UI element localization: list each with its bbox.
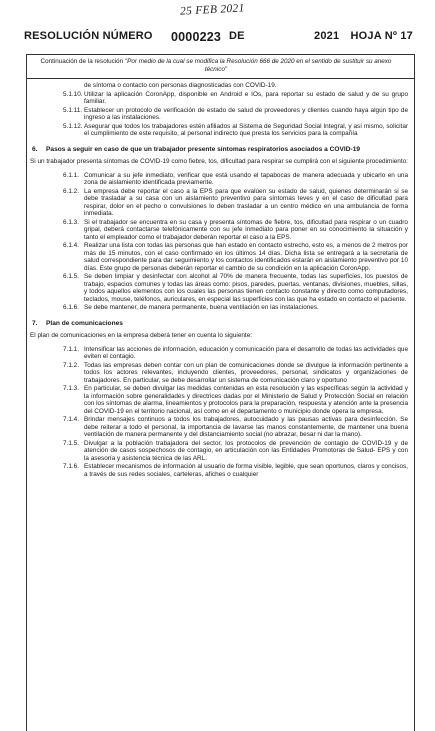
list-item (46, 273, 408, 303)
resolution-number: 0000223 (171, 30, 222, 44)
list-item (46, 304, 408, 312)
document-body (30, 82, 408, 479)
section-number: 6. (32, 145, 38, 153)
item-number: 7.1.5. (63, 439, 79, 447)
item-number: 6.1.1. (63, 171, 79, 179)
item-number: 7.1.2. (63, 361, 79, 369)
list-item (46, 172, 408, 187)
continuation-prefix: Continuación de la resolución (40, 58, 124, 65)
resolution-year: 2021 (314, 30, 340, 42)
continuation-note (36, 58, 396, 74)
item-number: 5.1.11. (63, 106, 83, 114)
section-number: 7. (32, 319, 38, 327)
header-rule-top (26, 54, 415, 55)
frame-right (414, 54, 415, 731)
item-text: Se debe mantener, de manera permanente, buena ventilación en las instalaciones. (84, 304, 319, 311)
item-text: Comunicar a su jefe inmediato, verificar que está usando el tapabocas de manera adecuada y ubicarlo en una zona de aislamiento identificada previamente. (84, 171, 408, 186)
item-number: 7.1.6. (63, 463, 79, 470)
header-rule-bottom (26, 78, 415, 79)
list-item (46, 107, 408, 122)
item-text: Todas las empresas deben contar con un plan de comunicaciones donde se divulgue la información pertinente a todos los actores relevantes, incluyendo clientes, proveedores, personal, sindicatos y organizaciones de trabajadores. En particular, se debe desarrollar un sistema de comunicación claro y oportuno (84, 361, 408, 384)
list-item (46, 362, 408, 385)
item-number: 6.1.4. (63, 242, 79, 249)
item-number: 7.1.3. (63, 385, 79, 392)
section-6-list (46, 172, 408, 312)
continuation-quote: "Por medio de la cual se modifica la Resolución 666 de 2020 en el sentido de sustituir su anexo técnico" (124, 58, 392, 73)
section-6-title (30, 146, 408, 154)
item-number: 7.1.4. (63, 416, 79, 423)
item-number: 7.1.1. (63, 345, 79, 353)
date-stamp: 25 FEB 2021 (179, 2, 245, 18)
list-item (46, 219, 408, 242)
section-7-list (46, 346, 408, 479)
item-number: 6.1.5. (63, 273, 79, 280)
list-item (46, 188, 408, 218)
list-item (46, 123, 408, 138)
item-text: La empresa debe reportar el caso a la EPS para que evalúen su estado de salud, quienes determinarán si se debe trasladar a su casa con un aislamiento preventivo para síntomas leves y en el caso de dificultad para respirar, dolor en el pecho o convulsiones lo deben trasladar a un centro médico en una ambulancia de forma inmediata. (84, 187, 408, 217)
frame-left (26, 54, 27, 731)
top-items-list (46, 82, 408, 138)
section-heading: Pasos a seguir en caso de que un trabajador presente síntomas respiratorios asociados a COVID-19 (46, 145, 361, 153)
de-label: DE (229, 30, 245, 42)
section-6-intro: Si un trabajador presenta síntomas de COVID-19 como fiebre, tos, dificultad para respirar se cumplirá con el siguiente procedimiento: (30, 158, 408, 165)
list-item (46, 440, 408, 463)
list-item (46, 82, 408, 90)
item-text: Se deben limpiar y desinfectar con alcohol al 70% de manera frecuente, todas las superficies, los puestos de trabajo, espacios comunes y todas las áreas como: pisos, paredes, puertas, ventanas, divisiones, muebles, sillas, y todos aquellos elementos con los cuales las personas tienen contacto constante y directo como computadores, teclados, mouse, teléfonos, auriculares, en especial las superficies con las que ha estado en contacto el paciente. (84, 273, 408, 303)
item-number: 6.1.6. (63, 304, 79, 311)
resolution-header (24, 30, 413, 48)
item-number: 6.1.2. (63, 187, 79, 195)
item-text: Asegurar que todos los trabajadores estén afiliados al Sistema de Seguridad Social Integral, y así mismo, solicitar el cumplimiento de este requisito, al personal indirecto que presta los servicios para la compañía (84, 122, 408, 137)
section-heading: Plan de comunicaciones (46, 319, 123, 327)
resolution-label: RESOLUCIÓN NÚMERO (24, 30, 153, 42)
list-item (46, 346, 408, 361)
item-text: Brindar mensajes continuos a todos los trabajadores, autocuidado y las pausas activas para desinfección. Se debe reiterar a todo el personal, la importancia de lavarse las manos constantemente, de mantener una buena ventilación de manera permanente y del distanciamiento social (no abrazar, besar ni dar la mano). (84, 416, 408, 438)
item-number: 5.1.10. (63, 90, 83, 98)
section-7-intro: El plan de comunicaciones en la empresa deberá tener en cuenta lo siguiente: (30, 332, 253, 339)
item-text: de síntoma o contacto con personas diagnosticadas con COVID-19. (84, 82, 277, 89)
item-number: 5.1.12. (63, 122, 83, 130)
item-text: Establecer un protocolo de verificación de estado de salud de proveedores y clientes cuando haya algún tipo de ingreso a las instalaciones. (84, 106, 408, 121)
item-text: Intensificar las acciones de información, educación y comunicación para el desarrollo de todas las actividades que eviten el contagio. (84, 345, 408, 360)
list-item (46, 463, 408, 478)
item-text: Divulgar a la población trabajadora del sector, los protocolos de prevención de contagio de COVID-19 y de atención de casos sospechosos de contagio, en articulación con las Entidades Promotoras de Salud- EPS y con la asesoría y asistencia técnica de las ARL. (84, 439, 408, 462)
item-text: Establecer mecanismos de información al usuario de forma visible, legible, que sean oportunos, claros y concisos, a través de sus redes sociales, carteleras, afiches o cualquier (84, 463, 408, 478)
list-item (46, 385, 408, 415)
list-item (46, 242, 408, 272)
item-text: En particular, se deben divulgar las medidas contenidas en esta resolución y las específicas según la actividad y la información sobre generalidades y directrices dadas por el Ministerio de Salud y Protección Social en relación con los síntomas de alarma, lineamientos y protocolos para la preparación, respuesta y atención ante la presencia del COVID-19 en el territorio nacional, así como en el departamento o municipio donde opera la empresa. (84, 385, 408, 415)
item-text: Utilizar la aplicación CoronApp, disponible en Android e IOs, para reportar su estado de salud y de su grupo familiar. (84, 90, 408, 105)
item-text: Realizar una lista con todas las personas que han estado en contacto estrecho, esto es, a menos de 2 metros por más de 15 minutos, con el caso confirmado en los últimos 14 días. Dicha lista se entregará a la secretaria de salud correspondiente para dar seguimiento y los contactos identificados estarán en aislamiento preventivo por 10 días. Este grupo de personas deberán reportar el cambio de su condición en la aplicación CoronApp. (84, 242, 408, 272)
list-item (46, 416, 408, 439)
page-number: HOJA Nº 17 (350, 30, 413, 42)
item-number: 6.1.3. (63, 218, 79, 226)
list-item (46, 91, 408, 106)
section-7-title (30, 320, 408, 328)
item-text: Si el trabajador se encuentra en su casa y presenta síntomas de fiebre, tos, dificultad para respirar o un cuadro gripal, deberá contactarse telefónicamente con su jefe inmediato para poner en su conocimiento la situación y tanto el empleador como el trabajador deberán reportar el caso a la EPS. (84, 218, 408, 241)
